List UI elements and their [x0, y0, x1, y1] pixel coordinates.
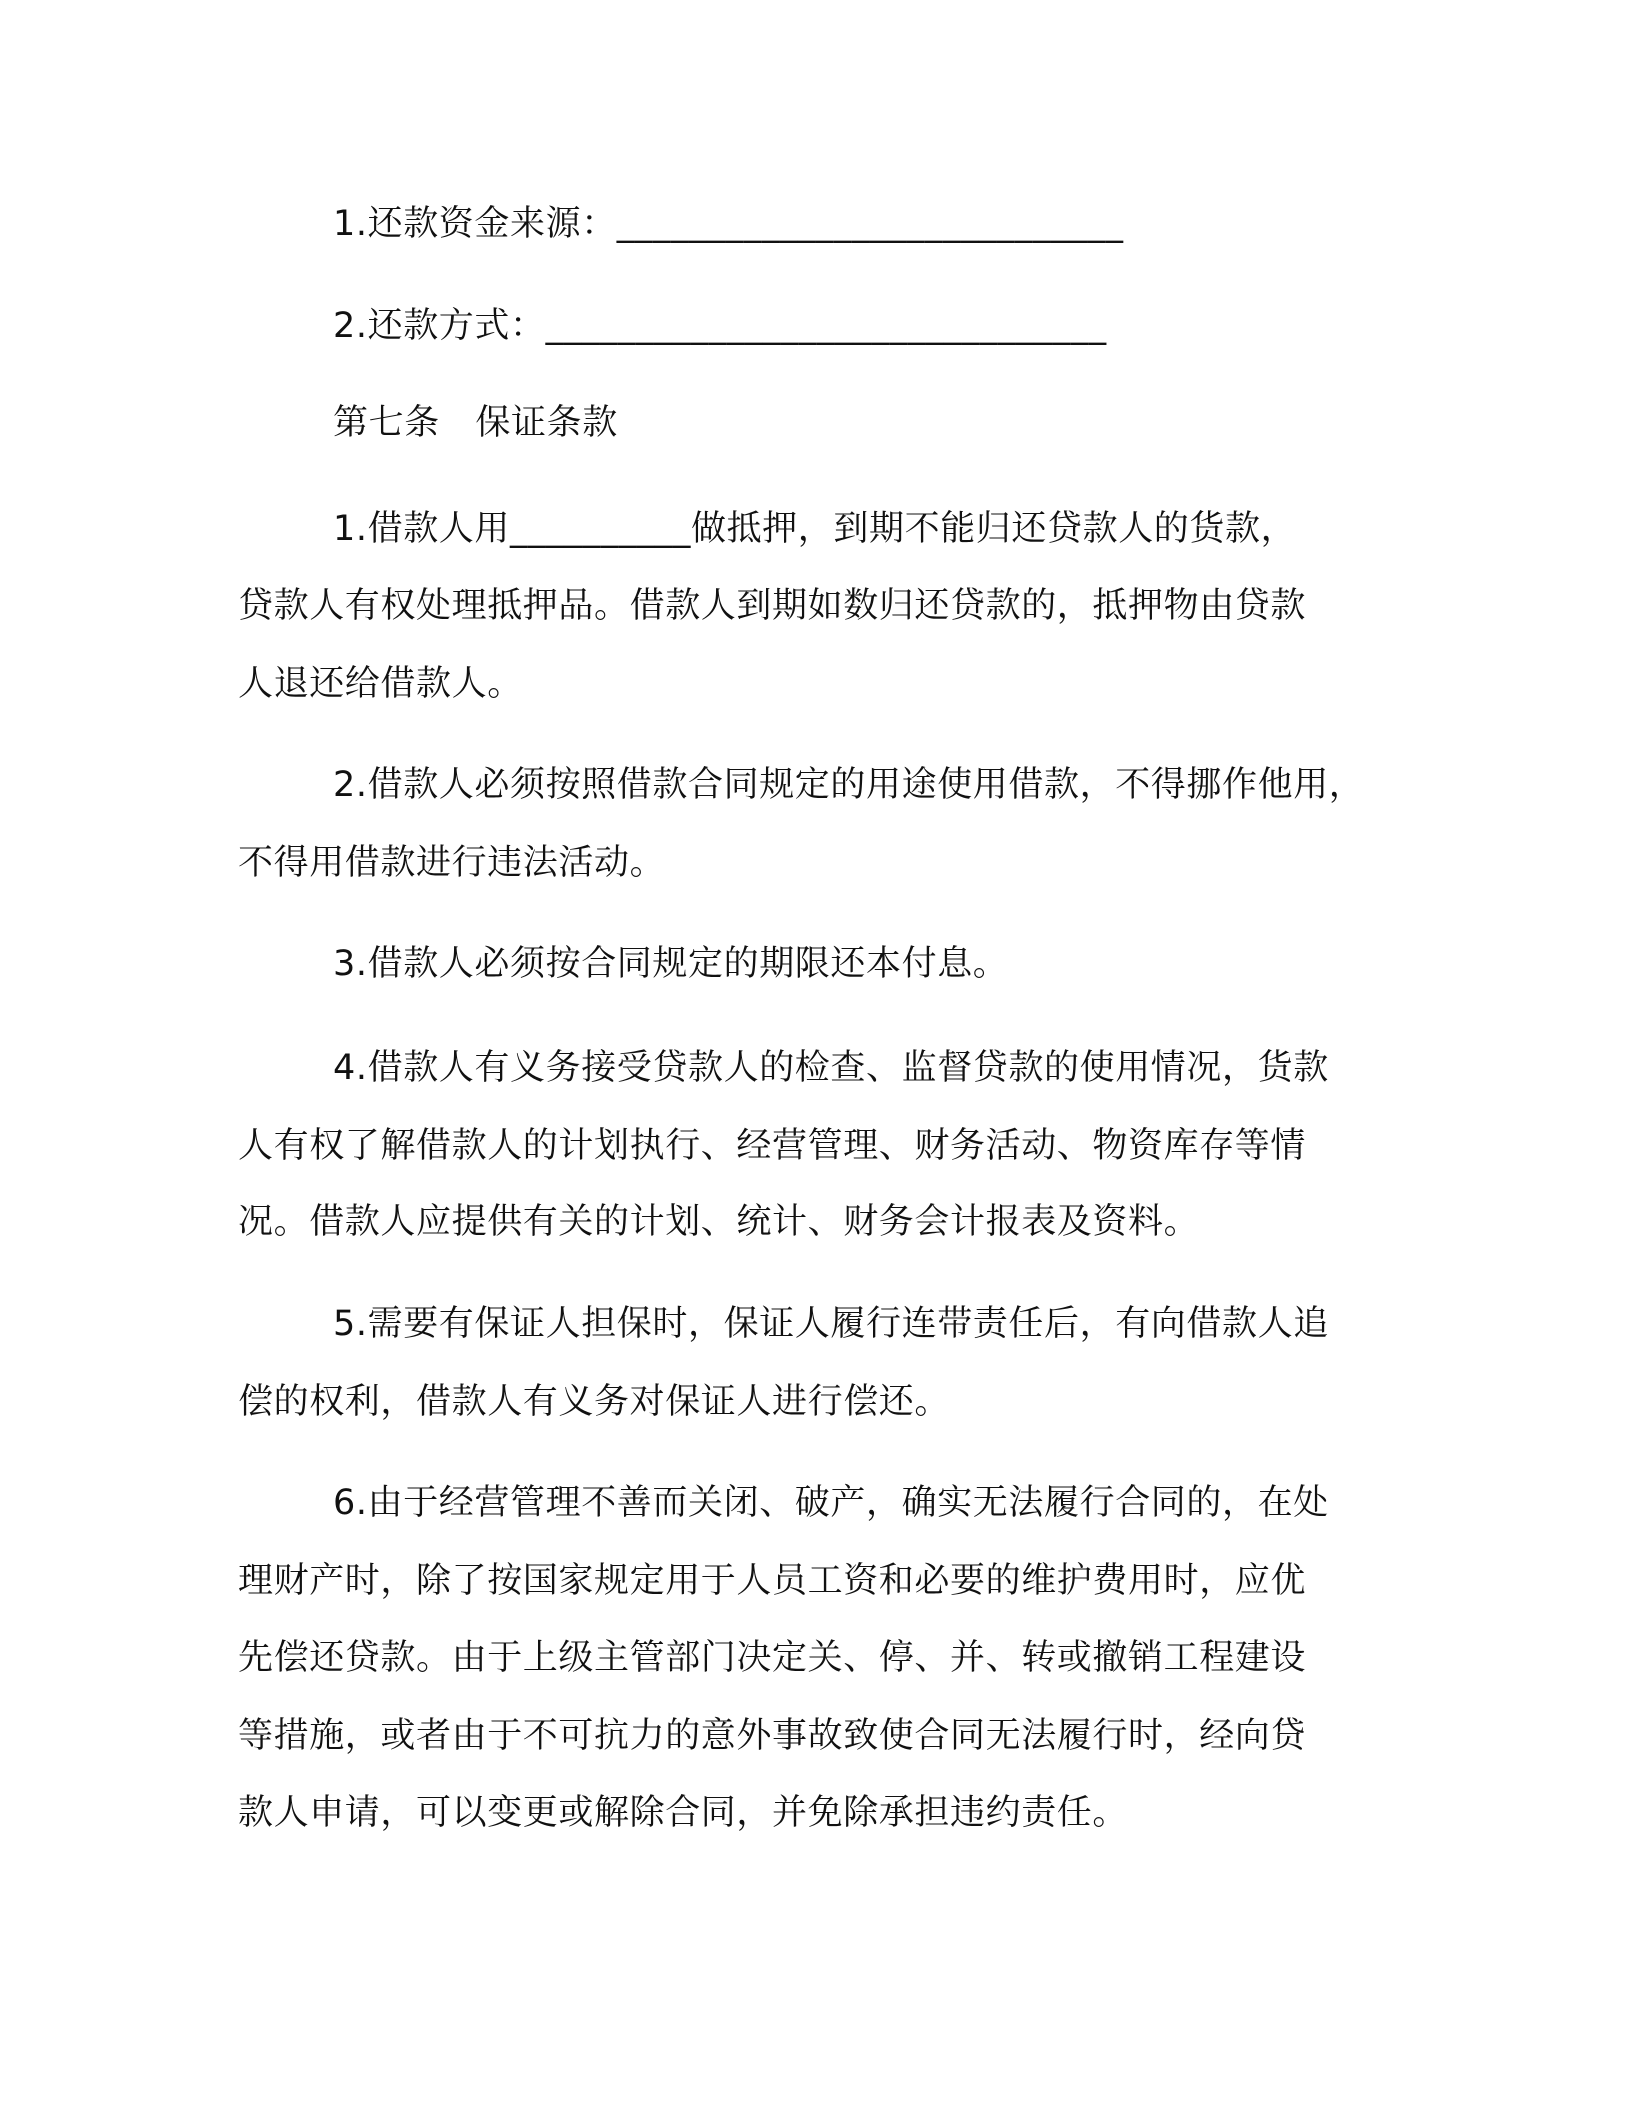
text-line: 1.还款资金来源：____________________________: [333, 204, 1124, 244]
section-title: 第七条 保证条款: [333, 403, 618, 443]
text-line: 5.需要有保证人担保时，保证人履行连带责任后，有向借款人追: [333, 1304, 1329, 1344]
paragraph-line: [0, 1046, 1632, 1090]
text-line: 不得用借款进行违法活动。: [238, 843, 666, 883]
paragraph-line: [0, 841, 1632, 885]
text-line: 况。借款人应提供有关的计划、统计、财务会计报表及资料。: [238, 1202, 1200, 1242]
text-line: 先偿还贷款。由于上级主管部门决定关、停、并、转或撤销工程建设: [238, 1638, 1307, 1678]
section-heading: [0, 401, 1632, 445]
paragraph-line: [0, 1380, 1632, 1424]
text-line: 6.由于经营管理不善而关闭、破产，确实无法履行合同的，在处: [333, 1483, 1329, 1523]
paragraph-line: [0, 942, 1632, 986]
paragraph-line: [0, 1714, 1632, 1758]
paragraph-line: [0, 1791, 1632, 1835]
paragraph-line: [0, 1124, 1632, 1168]
repayment-source-line: [0, 202, 1632, 246]
text-line: 款人申请，可以变更或解除合同，并免除承担违约责任。: [238, 1793, 1129, 1833]
paragraph-line: [0, 1481, 1632, 1525]
text-line: 2.借款人必须按照借款合同规定的用途使用借款，不得挪作他用，: [333, 765, 1365, 805]
text-line: 2.还款方式：_______________________________: [333, 306, 1107, 346]
paragraph-line: [0, 1302, 1632, 1346]
paragraph-line: [0, 507, 1632, 551]
paragraph-line: [0, 584, 1632, 628]
text-line: 理财产时，除了按国家规定用于人员工资和必要的维护费用时，应优: [238, 1561, 1307, 1601]
paragraph-line: [0, 1559, 1632, 1603]
text-line: 人退还给借款人。: [238, 664, 523, 704]
text-line: 4.借款人有义务接受贷款人的检查、监督贷款的使用情况，货款: [333, 1048, 1329, 1088]
text-line: 人有权了解借款人的计划执行、经营管理、财务活动、物资库存等情: [238, 1126, 1307, 1166]
text-line: 偿的权利，借款人有义务对保证人进行偿还。: [238, 1382, 951, 1422]
text-line: 等措施，或者由于不可抗力的意外事故致使合同无法履行时，经向贷: [238, 1716, 1307, 1756]
text-line: 贷款人有权处理抵押品。借款人到期如数归还贷款的，抵押物由贷款: [238, 586, 1307, 626]
repayment-method-line: [0, 304, 1632, 348]
paragraph-line: [0, 1200, 1632, 1244]
text-line: 3.借款人必须按合同规定的期限还本付息。: [333, 944, 1009, 984]
paragraph-line: [0, 662, 1632, 706]
paragraph-line: [0, 1636, 1632, 1680]
text-line: 1.借款人用__________做抵押，到期不能归还贷款人的货款，: [333, 509, 1297, 549]
paragraph-line: [0, 763, 1632, 807]
